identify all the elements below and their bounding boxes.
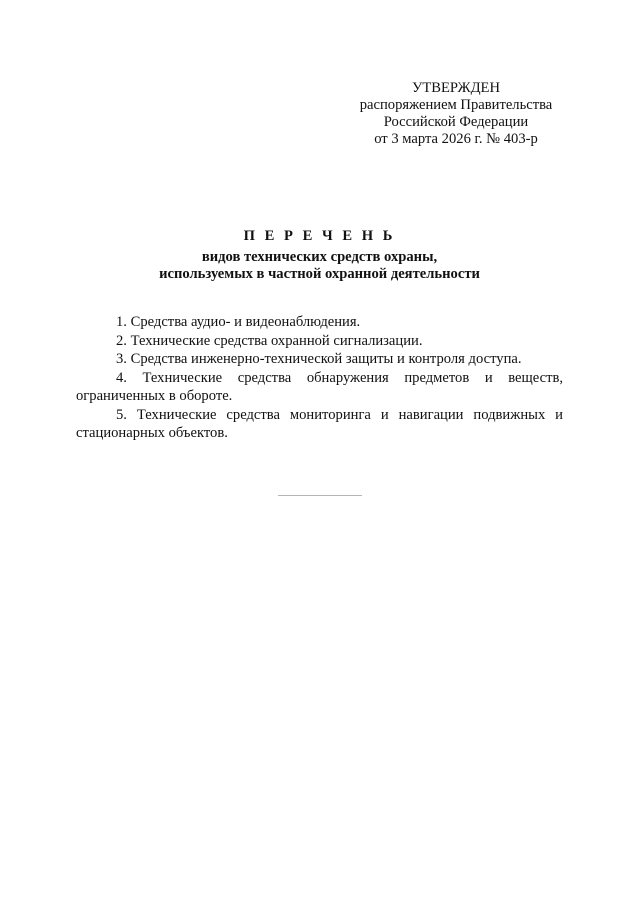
- approval-date: от 3 марта 2026 г. № 403-р: [374, 131, 538, 147]
- approval-block: [350, 80, 562, 148]
- list-item: 1. Средства аудио- и видеонаблюдения.: [116, 314, 361, 330]
- document-subtitle: [76, 249, 563, 283]
- items-list: [76, 313, 563, 443]
- end-divider: [278, 495, 362, 496]
- list-item: 5. Технические средства мониторинга и навигации подвижных и стационарных объектов.: [76, 406, 563, 441]
- list-item: 4. Технические средства обнаружения предметов и веществ, ограниченных в обороте.: [76, 369, 563, 404]
- approval-heading: УТВЕРЖДЕН: [412, 80, 500, 96]
- list-item: 3. Средства инженерно-технической защиты и контроля доступа.: [116, 351, 522, 367]
- approval-line: Российской Федерации: [383, 114, 529, 130]
- subtitle-line: видов технических средств охраны,: [201, 249, 438, 265]
- approval-line: распоряжением Правительства: [359, 97, 553, 113]
- subtitle-line: используемых в частной охранной деятельности: [159, 266, 480, 282]
- list-item: 2. Технические средства охранной сигнализации.: [116, 332, 423, 349]
- document-title: П Е Р Е Ч Е Н Ь: [243, 228, 396, 244]
